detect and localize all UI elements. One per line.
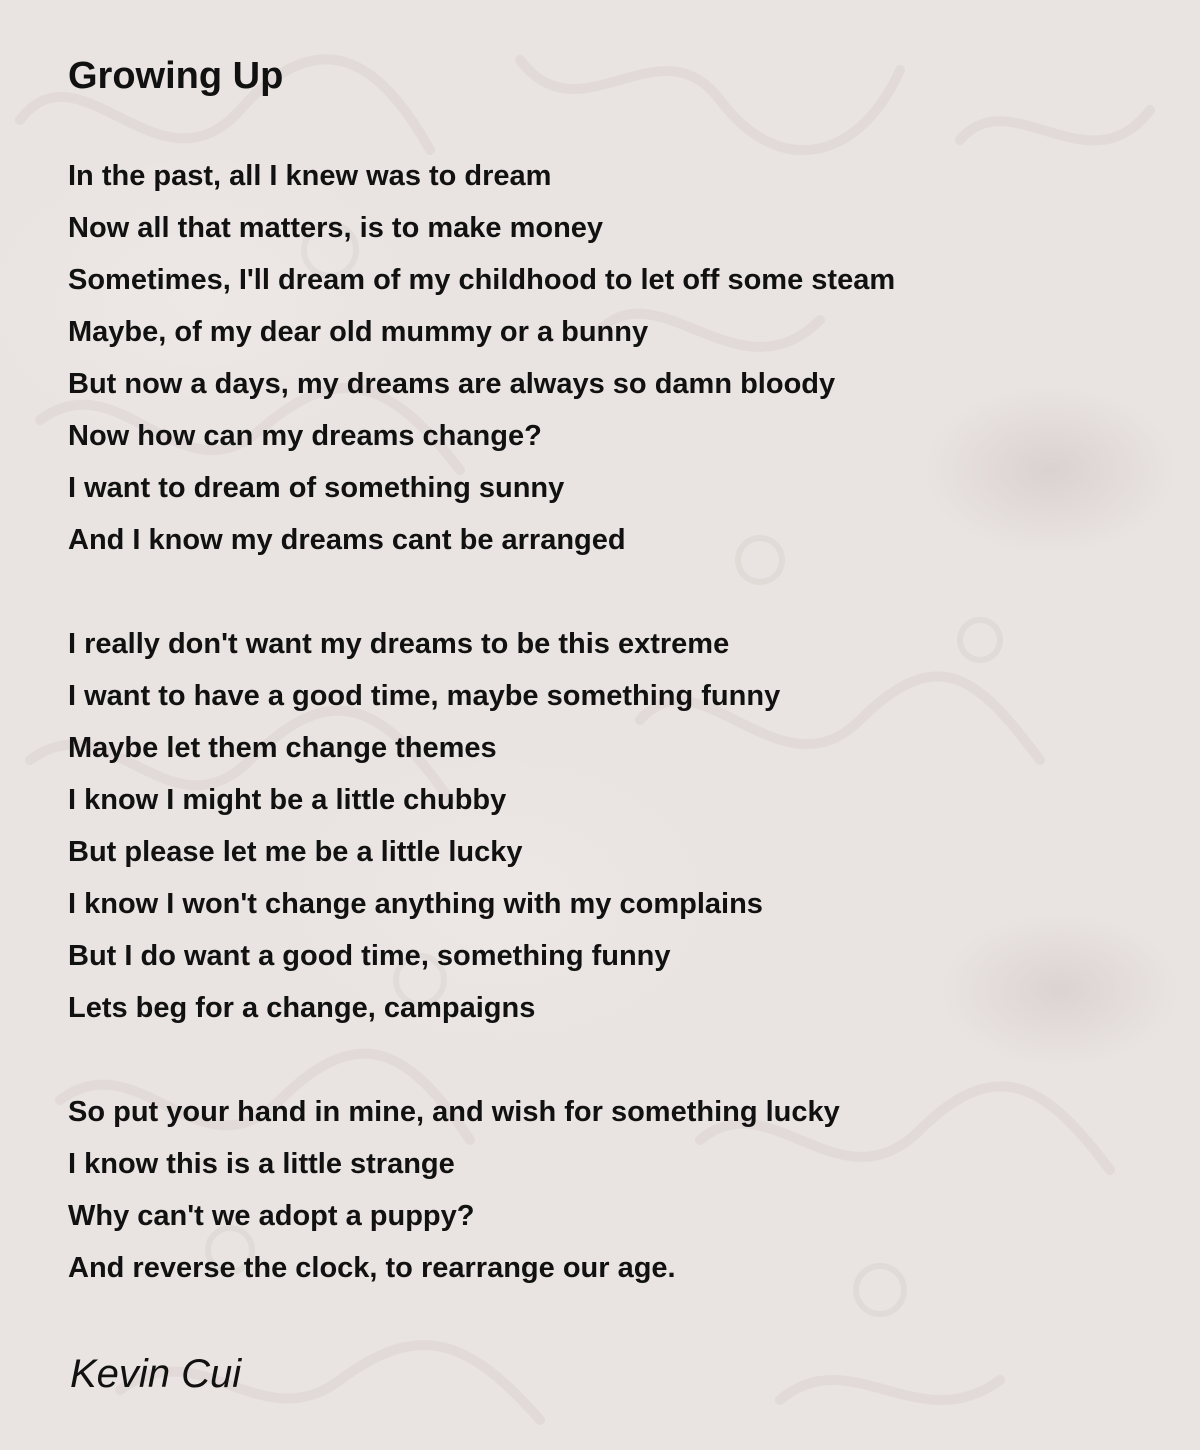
poem-line: But I do want a good time, something funny	[68, 940, 671, 972]
poem-line: Maybe let them change themes	[68, 732, 497, 764]
poem-line: Lets beg for a change, campaigns	[68, 992, 536, 1024]
poem-line: Sometimes, I'll dream of my childhood to let off some steam	[68, 264, 896, 296]
poem-line: But please let me be a little lucky	[68, 836, 523, 868]
poem-line: I know I might be a little chubby	[68, 784, 507, 816]
poem-line: And I know my dreams cant be arranged	[68, 524, 626, 556]
poem-line: I want to have a good time, maybe something funny	[68, 680, 781, 712]
poem-line: I really don't want my dreams to be this extreme	[68, 628, 730, 660]
poem-line: In the past, all I knew was to dream	[68, 160, 552, 192]
poem-line: Now all that matters, is to make money	[68, 212, 604, 244]
poem-line: So put your hand in mine, and wish for something lucky	[68, 1096, 840, 1128]
poem-line: And reverse the clock, to rearrange our age.	[68, 1252, 676, 1284]
poem-line: I know this is a little strange	[68, 1148, 455, 1180]
poem-line: Why can't we adopt a puppy?	[68, 1200, 475, 1232]
poem-body	[68, 150, 1168, 1346]
poem-line: I want to dream of something sunny	[68, 472, 565, 504]
stanza-2	[68, 618, 1168, 1034]
stanza-3	[68, 1086, 1168, 1294]
poem-line: I know I won't change anything with my complains	[68, 888, 763, 920]
stanza-1	[68, 150, 1168, 566]
poem-line: Now how can my dreams change?	[68, 420, 542, 452]
poem-title: Growing Up	[68, 55, 284, 97]
poem-author: Kevin Cui	[70, 1352, 242, 1396]
poem-line: But now a days, my dreams are always so damn bloody	[68, 368, 836, 400]
poem-line: Maybe, of my dear old mummy or a bunny	[68, 316, 649, 348]
